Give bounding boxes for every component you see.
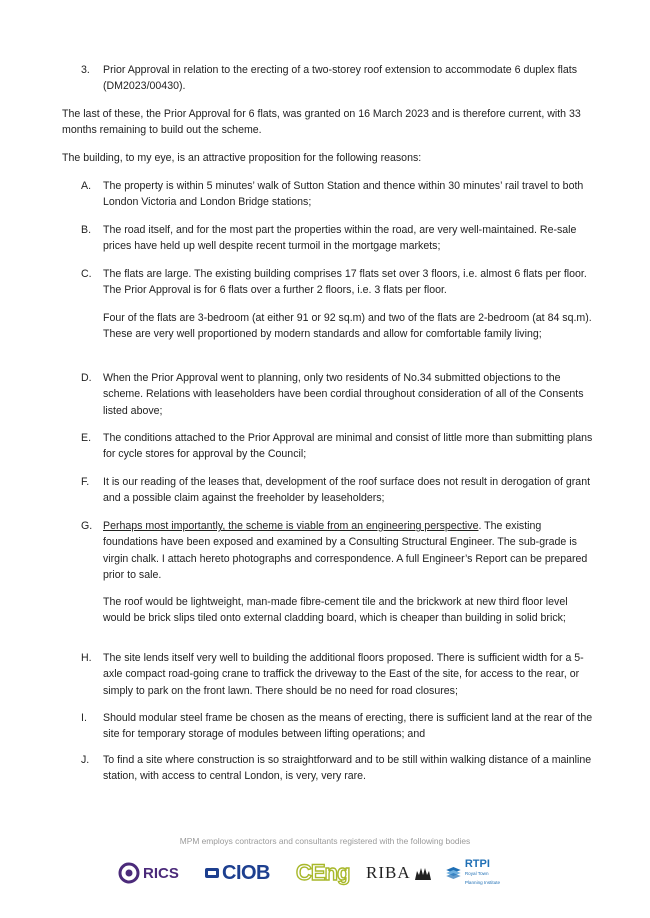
riba-logo [366,856,432,890]
list-label: H. [81,652,92,664]
list-item-e [81,430,595,463]
list-text: The flats are large. The existing building comprises 17 flats set over 3 floors, i.e. almost 6 flats per floor. The Prior Approval is for 6 flats over a further 2 floors, i.e. 3 flats per floor. [103,268,587,297]
list-label: D. [81,372,92,384]
list-item-f [81,474,595,507]
paragraph-approval-status: The last of these, the Prior Approval for 6 flats, was granted on 16 March 2023 and is therefore current, with 33 months remaining to build out the scheme. [62,108,581,137]
list-item-3 [81,62,595,95]
ceng-logo-text: CEng [296,860,350,885]
rtpi-logo [445,856,501,890]
rics-logo [118,856,179,890]
ceng-logo [296,856,349,890]
list-item-j [81,752,595,785]
list-label: E. [81,432,92,444]
list-label: J. [81,754,90,766]
list-label: G. [81,520,93,532]
rics-emblem-icon [118,860,140,886]
list-text: The site lends itself very well to building the additional floors proposed. There is sufficient width for a 5-axle compact road-going crane to traffick the driveway to the East of the site, for access to the rear, or simply to park on the front lawn. There should be no need for road closures; [103,652,584,697]
riba-lions-icon [414,865,432,881]
list-item-i [81,710,595,743]
ciob-crest-icon [204,866,220,880]
paragraph-intro-reasons: The building, to my eye, is an attractive proposition for the following reasons: [62,152,422,164]
list-text: When the Prior Approval went to planning, only two residents of No.34 submitted objections to the scheme. Relations with leaseholders have been cordial throughout consideration of all of the Consents listed above; [103,372,584,417]
list-item-c-continuation: Four of the flats are 3-bedroom (at either 91 or 92 sq.m) and two of the flats are 2-bedroom (at 84 sq.m). These are very well proportioned by modern standards and allow for comfortable family living; [103,312,592,341]
rics-logo-text: RICS [143,864,179,882]
list-text: The property is within 5 minutes’ walk of Sutton Station and thence within 30 minutes’ rail travel to both London Victoria and London Bridge stations; [103,180,584,209]
ciob-logo [204,856,270,890]
list-item-h [81,650,595,699]
list-label: I. [81,712,87,724]
list-label: B. [81,224,92,236]
rtpi-globe-icon [445,860,462,886]
list-label: C. [81,268,92,280]
list-item-c [81,266,595,299]
riba-logo-text: RIBA [366,863,411,882]
list-label: A. [81,180,92,192]
list-text: To find a site where construction is so straightforward and to be still within walking distance of a mainline station, with access to central London, is very, very rare. [103,754,592,783]
rtpi-logo-text: RTPI [464,857,490,870]
list-text [103,518,595,583]
list-text: Prior Approval in relation to the erecting of a two-storey roof extension to accommodate 6 duplex flats (DM2023/00430). [103,64,578,93]
ciob-logo-text: CIOB [222,861,270,884]
list-item-b [81,222,595,255]
list-text: It is our reading of the leases that, development of the roof surface does not result in derogation of grant and a possible claim against the freeholder by leaseholders; [103,476,591,505]
footer-registration-note: MPM employs contractors and consultants registered with the following bodies [179,836,471,846]
list-label: F. [81,476,90,488]
list-text: Should modular steel frame be chosen as the means of erecting, there is sufficient land at the rear of the site for temporary storage of modules between lifting operations; and [103,712,593,741]
list-item-d [81,370,595,419]
list-text-rest: . The existing foundations have been exposed and examined by a Consulting Structural Engineer. The sub-grade is virgin chalk. I attach hereto photographs and correspondence. A full Engineer’s Report can be prepared prior to sale. [103,520,588,581]
list-text: The road itself, and for the most part the properties within the road, are very well-maintained. Re-sale prices have held up well despite recent turmoil in the mortgage markets; [103,224,577,253]
list-label: 3. [81,64,90,76]
list-text: The conditions attached to the Prior Approval are minimal and consist of little more than submitting plans for cycle stores for approval by the Council; [103,432,593,461]
list-item-g [81,518,595,583]
list-item-a [81,178,595,211]
underlined-emphasis: Perhaps most importantly, the scheme is viable from an engineering perspective [103,520,479,532]
rtpi-logo-tagline: Royal Town Planning Institute [464,870,501,885]
list-item-g-continuation: The roof would be lightweight, man-made fibre-cement tile and the brickwork at new third floor level would be brick slips tiled onto external cladding board, which is cheaper than building in solid brick; [103,596,568,625]
